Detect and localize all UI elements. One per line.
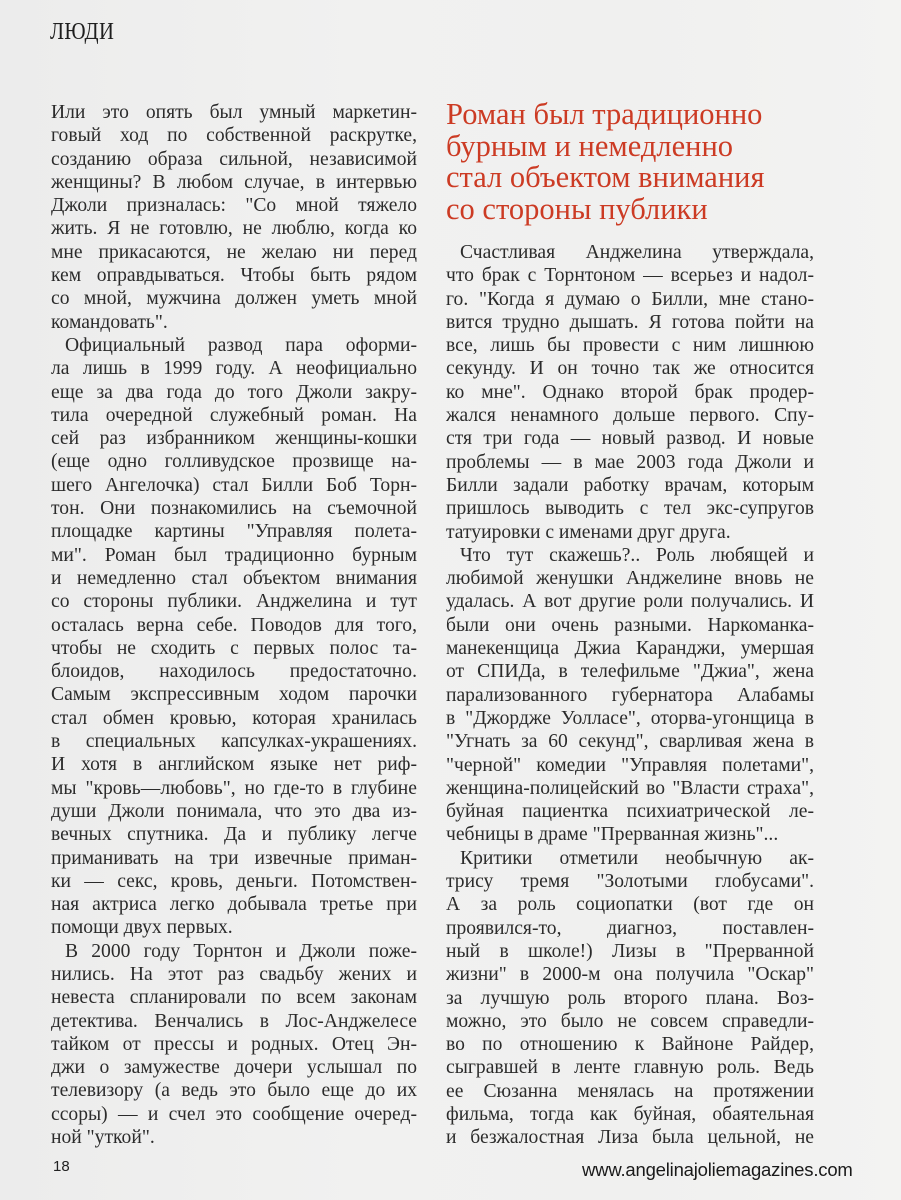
text-line: осталась верна себе. Поводов для того, xyxy=(51,614,417,636)
text-line: помощи двух первых. xyxy=(51,917,233,939)
text-line: командовать". xyxy=(51,311,168,333)
text-line: души Джоли понимала, что это два из- xyxy=(51,800,417,822)
text-line: женщины? В любом случае, в интервью xyxy=(51,171,417,193)
text-line: кем оправдываться. Чтобы быть рядом xyxy=(51,265,417,287)
text-line: чебницы в драме "Прерванная жизнь"... xyxy=(446,824,779,846)
text-line: парализованного губернатора Алабамы xyxy=(446,684,814,706)
text-line: манекенщица Джиа Каранджи, умершая xyxy=(446,638,814,660)
text-line: удалась. А вот другие роли получались. И xyxy=(446,591,814,613)
text-line: что брак с Торнтоном — всерьез и надол- xyxy=(446,265,814,287)
text-line: Что тут скажешь?.. Роль любящей и xyxy=(460,544,814,566)
pull-quote xyxy=(446,99,814,225)
text-line: тила очередной служебный роман. На xyxy=(51,404,417,426)
text-line: сыгравшей в ленте главную роль. Ведь xyxy=(446,1057,814,1079)
text-line: джи о замужестве дочери услышал по xyxy=(51,1057,417,1079)
text-line: ссоры) — и счел это сообщение очеред- xyxy=(51,1103,417,1125)
text-line: шего Ангелочка) стал Билли Боб Торн- xyxy=(51,474,417,496)
text-line: стал обмен кровью, которая хранилась xyxy=(51,707,417,729)
text-line: И хотя в английском языке нет риф- xyxy=(51,754,417,776)
text-line: ми". Роман был традиционно бурным xyxy=(51,544,417,566)
text-line: ки — секс, кровь, деньги. Потомствен- xyxy=(51,870,417,892)
text-line: блоидов, находилось предостаточно. xyxy=(51,661,417,683)
text-line: жизни" в 2000-м она получила "Оскар" xyxy=(446,964,814,986)
text-line: ная актриса легко добывала третье при xyxy=(51,894,417,916)
text-line: буйная пациентка психиатрической ле- xyxy=(446,801,814,823)
text-line: приманивать на три извечные приман- xyxy=(51,847,417,869)
text-line: пришлось выводить с тел экс-супругов xyxy=(446,498,814,520)
pull-quote-line: со стороны публики xyxy=(446,191,708,226)
text-line: трису тремя "Золотыми глобусами". xyxy=(446,871,814,893)
text-line: ее Сюзанна менялась на протяжении xyxy=(446,1080,814,1102)
text-line: и безжалостная Лиза была цельной, не xyxy=(446,1127,814,1149)
text-line: со мной, мужчина должен уметь мной xyxy=(51,288,417,310)
text-line: Критики отметили необычную ак- xyxy=(460,847,814,869)
text-line: тайком от прессы и родных. Отец Эн- xyxy=(51,1033,417,1055)
pull-quote-line: Роман был традиционно xyxy=(446,97,763,131)
left-column xyxy=(51,101,417,1149)
text-line: невеста спланировали по всем законам xyxy=(51,987,417,1009)
text-line: проблемы — в мае 2003 года Джоли и xyxy=(446,451,814,473)
text-line: любимой женушки Анджелине вновь не xyxy=(446,568,814,590)
paragraph xyxy=(446,241,814,544)
text-line: Или это опять был умный маркетин- xyxy=(51,102,417,123)
text-line: и немедленно стал объектом внимания xyxy=(51,567,417,589)
text-line: со стороны публики. Анджелина и тут xyxy=(51,591,417,613)
section-label: ЛЮДИ xyxy=(50,19,115,45)
text-line: Официальный развод пара оформи- xyxy=(65,334,417,356)
text-line: говый ход по собственной раскрутке, xyxy=(51,125,417,147)
paragraph xyxy=(51,101,417,334)
text-line: детектива. Венчались в Лос-Анджелесе xyxy=(51,1010,417,1032)
text-line: от СПИДа, в телефильме "Джиа", жена xyxy=(446,661,814,683)
text-line: секунду. И он точно так же относится xyxy=(446,358,814,380)
text-line: жался ненамного дольше первого. Спу- xyxy=(446,405,814,427)
pull-quote-line: бурным и немедленно xyxy=(446,128,734,163)
text-line: нились. На этот раз свадьбу жених и xyxy=(51,963,417,985)
text-line: в "Джордже Уолласе", оторва-угонщица в xyxy=(446,707,814,729)
text-line: (еще одно голливудское прозвище на- xyxy=(51,451,417,473)
text-line: площадке картины "Управляя полета- xyxy=(51,521,417,543)
text-line: проявился-то, диагноз, поставлен- xyxy=(446,917,814,939)
page-number: 18 xyxy=(53,1158,70,1175)
text-line: го. "Когда я думаю о Билли, мне стано- xyxy=(446,288,814,310)
text-line: А за роль социопатки (вот где он xyxy=(446,894,814,916)
text-line: мне прикасаются, не желаю ни перед xyxy=(51,241,417,263)
text-line: тон. Они познакомились на съемочной xyxy=(51,498,417,520)
text-line: все, лишь бы провести с ним лишнюю xyxy=(446,335,814,357)
paragraph xyxy=(446,847,814,1150)
text-line: можно, это было не совсем справедли- xyxy=(446,1010,814,1032)
text-line: ла лишь в 1999 году. А неофициально xyxy=(51,358,417,380)
text-line: во по отношению к Вайноне Райдер, xyxy=(446,1034,814,1056)
text-line: вится трудно дышать. Я готова пойти на xyxy=(446,311,814,333)
text-line: чтобы не сходить с первых полос та- xyxy=(51,637,417,659)
text-line: сей раз избранником женщины-кошки xyxy=(51,428,417,450)
pull-quote-line: стал объектом внимания xyxy=(446,160,765,194)
text-line: были они очень разными. Наркоманка- xyxy=(446,614,814,636)
text-line: Джоли призналась: "Со мной тяжело xyxy=(51,195,417,217)
text-line: телевизору (а ведь это было еще до их xyxy=(51,1080,417,1102)
text-line: ный в школе!) Лизы в "Прерванной xyxy=(446,940,814,962)
text-line: мы "кровь—любовь", но где-то в глубине xyxy=(51,777,417,799)
text-line: "черной" комедии "Управляя полетами", xyxy=(446,754,814,776)
text-line: жить. Я не готовлю, не люблю, когда ко xyxy=(51,218,417,240)
text-line: фильма, тогда как буйная, обаятельная xyxy=(446,1103,814,1125)
text-line: ко мне". Однако второй брак продер- xyxy=(446,381,814,403)
text-line: татуировки с именами друг друга. xyxy=(446,521,731,543)
right-column xyxy=(446,99,814,1150)
text-line: в специальных капсулках-украшениях. xyxy=(51,731,417,753)
text-line: созданию образа сильной, независимой xyxy=(51,148,417,170)
text-line: Счастливая Анджелина утверждала, xyxy=(460,242,814,263)
text-line: за лучшую роль второго плана. Воз- xyxy=(446,987,814,1009)
right-column-body xyxy=(446,241,814,1150)
text-line: Билли задали работку врачам, которым xyxy=(446,474,814,496)
text-line: стя три года — новый развод. И новые xyxy=(446,428,814,450)
paragraph xyxy=(51,940,417,1150)
watermark-url: www.angelinajoliemagazines.com xyxy=(582,1159,853,1180)
text-line: "Угнать за 60 секунд", сварливая жена в xyxy=(446,731,814,753)
paragraph xyxy=(446,544,814,847)
text-line: ной "уткой". xyxy=(51,1127,155,1149)
text-line: женщина-полицейский во "Власти страха", xyxy=(446,777,814,799)
paragraph xyxy=(51,334,417,940)
text-line: Самым экспрессивным ходом парочки xyxy=(51,684,417,706)
text-line: вечных спутника. Да и публику легче xyxy=(51,824,417,846)
text-line: еще за два года до того Джоли закру- xyxy=(51,381,417,403)
text-line: В 2000 году Торнтон и Джоли поже- xyxy=(65,940,417,962)
